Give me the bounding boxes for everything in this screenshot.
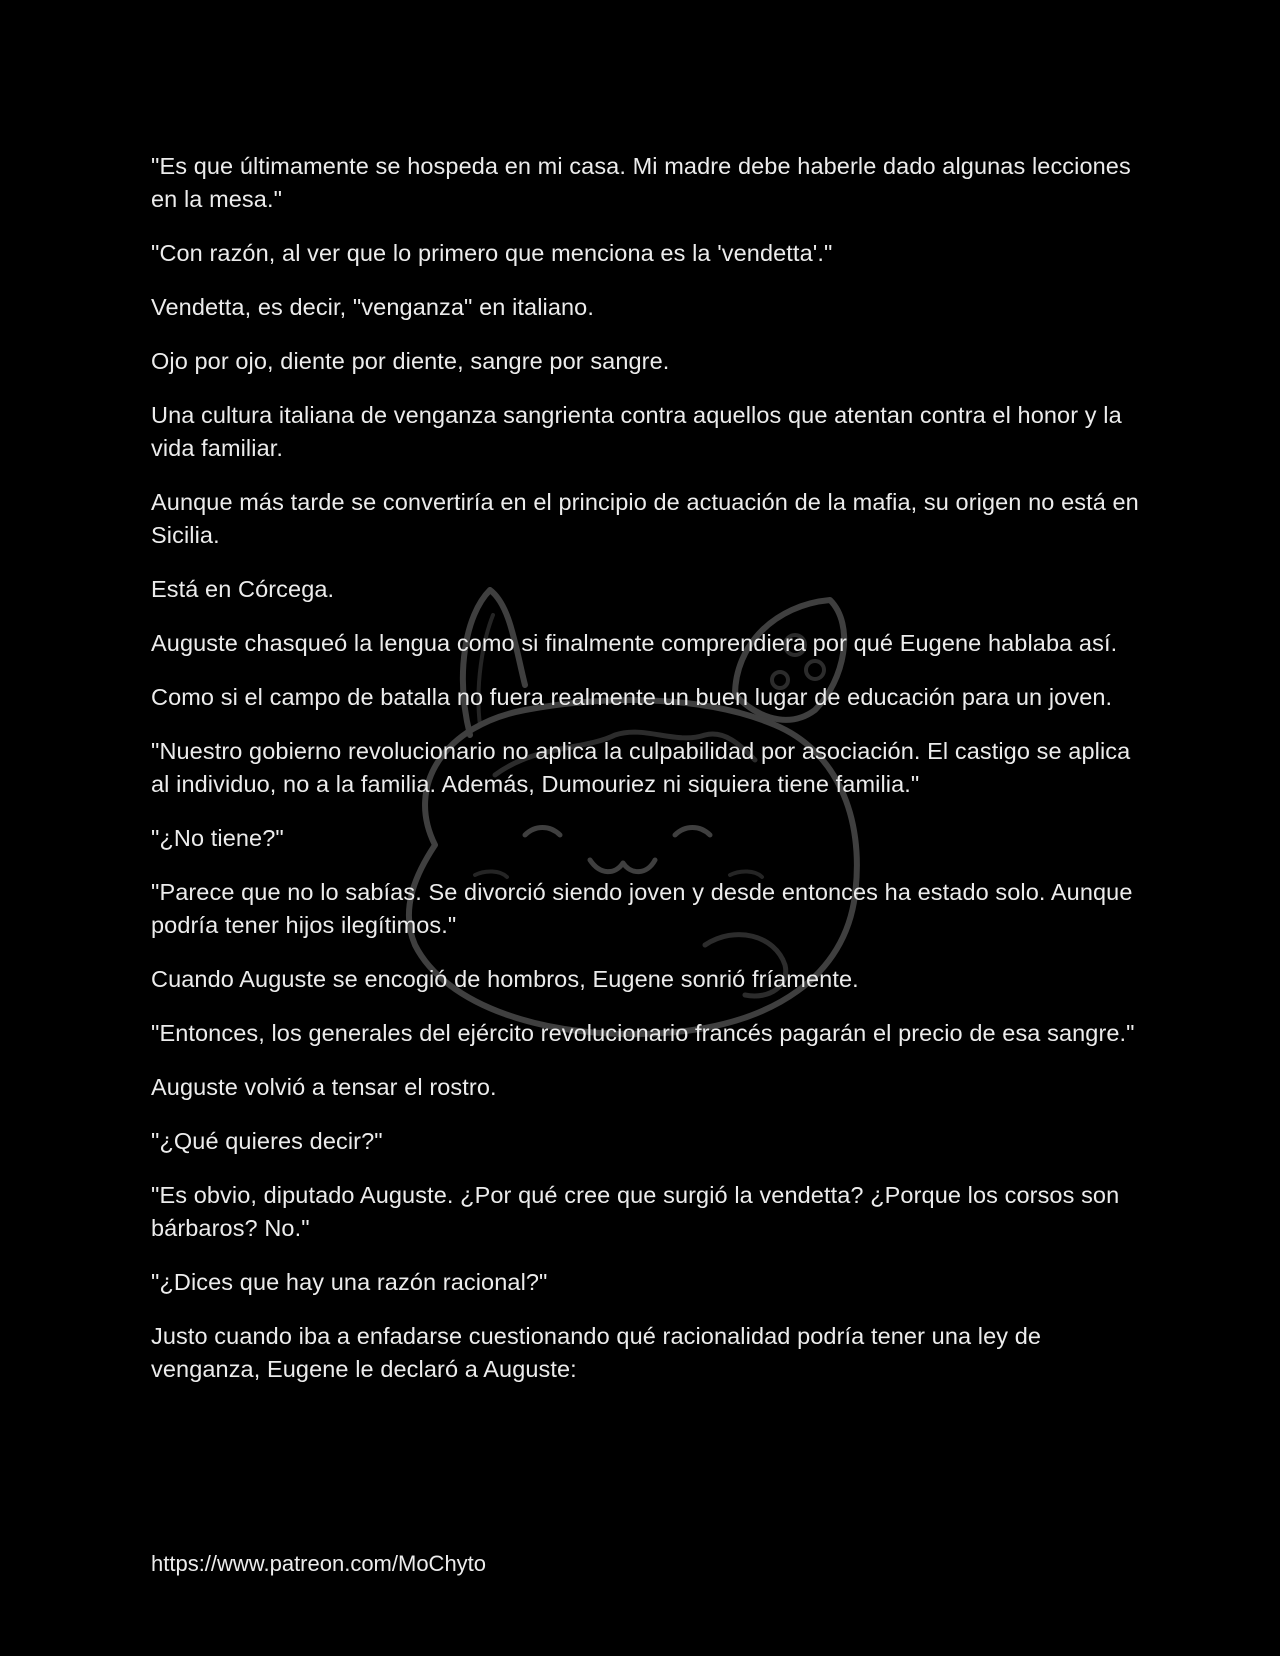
paragraph: Auguste volvió a tensar el rostro. <box>151 1074 497 1100</box>
paragraph: Cuando Auguste se encogió de hombros, Eugene sonrió fríamente. <box>151 966 859 992</box>
paragraph: "¿Qué quieres decir?" <box>151 1128 383 1154</box>
paragraph: Justo cuando iba a enfadarse cuestionando qué racionalidad podría tener una ley de venganza, Eugene le declaró a Auguste: <box>151 1323 1042 1382</box>
paragraph: "¿No tiene?" <box>151 825 284 851</box>
paragraph: "Con razón, al ver que lo primero que menciona es la 'vendetta'." <box>151 240 833 266</box>
paragraph: Vendetta, es decir, "venganza" en italiano. <box>151 294 594 320</box>
paragraph: Como si el campo de batalla no fuera realmente un buen lugar de educación para un joven. <box>151 684 1113 710</box>
paragraph: Auguste chasqueó la lengua como si finalmente comprendiera por qué Eugene hablaba así. <box>151 630 1118 656</box>
paragraph: "¿Dices que hay una razón racional?" <box>151 1269 548 1295</box>
paragraph: Una cultura italiana de venganza sangrienta contra aquellos que atentan contra el honor y la vida familiar. <box>151 402 1122 461</box>
paragraph: "Es obvio, diputado Auguste. ¿Por qué cree que surgió la vendetta? ¿Porque los corsos son bárbaros? No." <box>151 1182 1120 1241</box>
paragraph: Aunque más tarde se convertiría en el principio de actuación de la mafia, su origen no está en Sicilia. <box>151 489 1139 548</box>
paragraph: Ojo por ojo, diente por diente, sangre por sangre. <box>151 348 670 374</box>
paragraph: Está en Córcega. <box>151 576 335 602</box>
document-body <box>151 150 1141 1407</box>
patreon-link[interactable]: https://www.patreon.com/MoChyto <box>151 1551 487 1576</box>
paragraph: "Parece que no lo sabías. Se divorció siendo joven y desde entonces ha estado solo. Aunque podría tener hijos ilegítimos." <box>151 879 1133 938</box>
paragraph: "Nuestro gobierno revolucionario no aplica la culpabilidad por asociación. El castigo se aplica al individuo, no a la familia. Además, Dumouriez ni siquiera tiene familia." <box>151 738 1131 797</box>
paragraph: "Es que últimamente se hospeda en mi casa. Mi madre debe haberle dado algunas lecciones en la mesa." <box>151 153 1131 212</box>
paragraph: "Entonces, los generales del ejército revolucionario francés pagarán el precio de esa sangre." <box>151 1020 1135 1046</box>
